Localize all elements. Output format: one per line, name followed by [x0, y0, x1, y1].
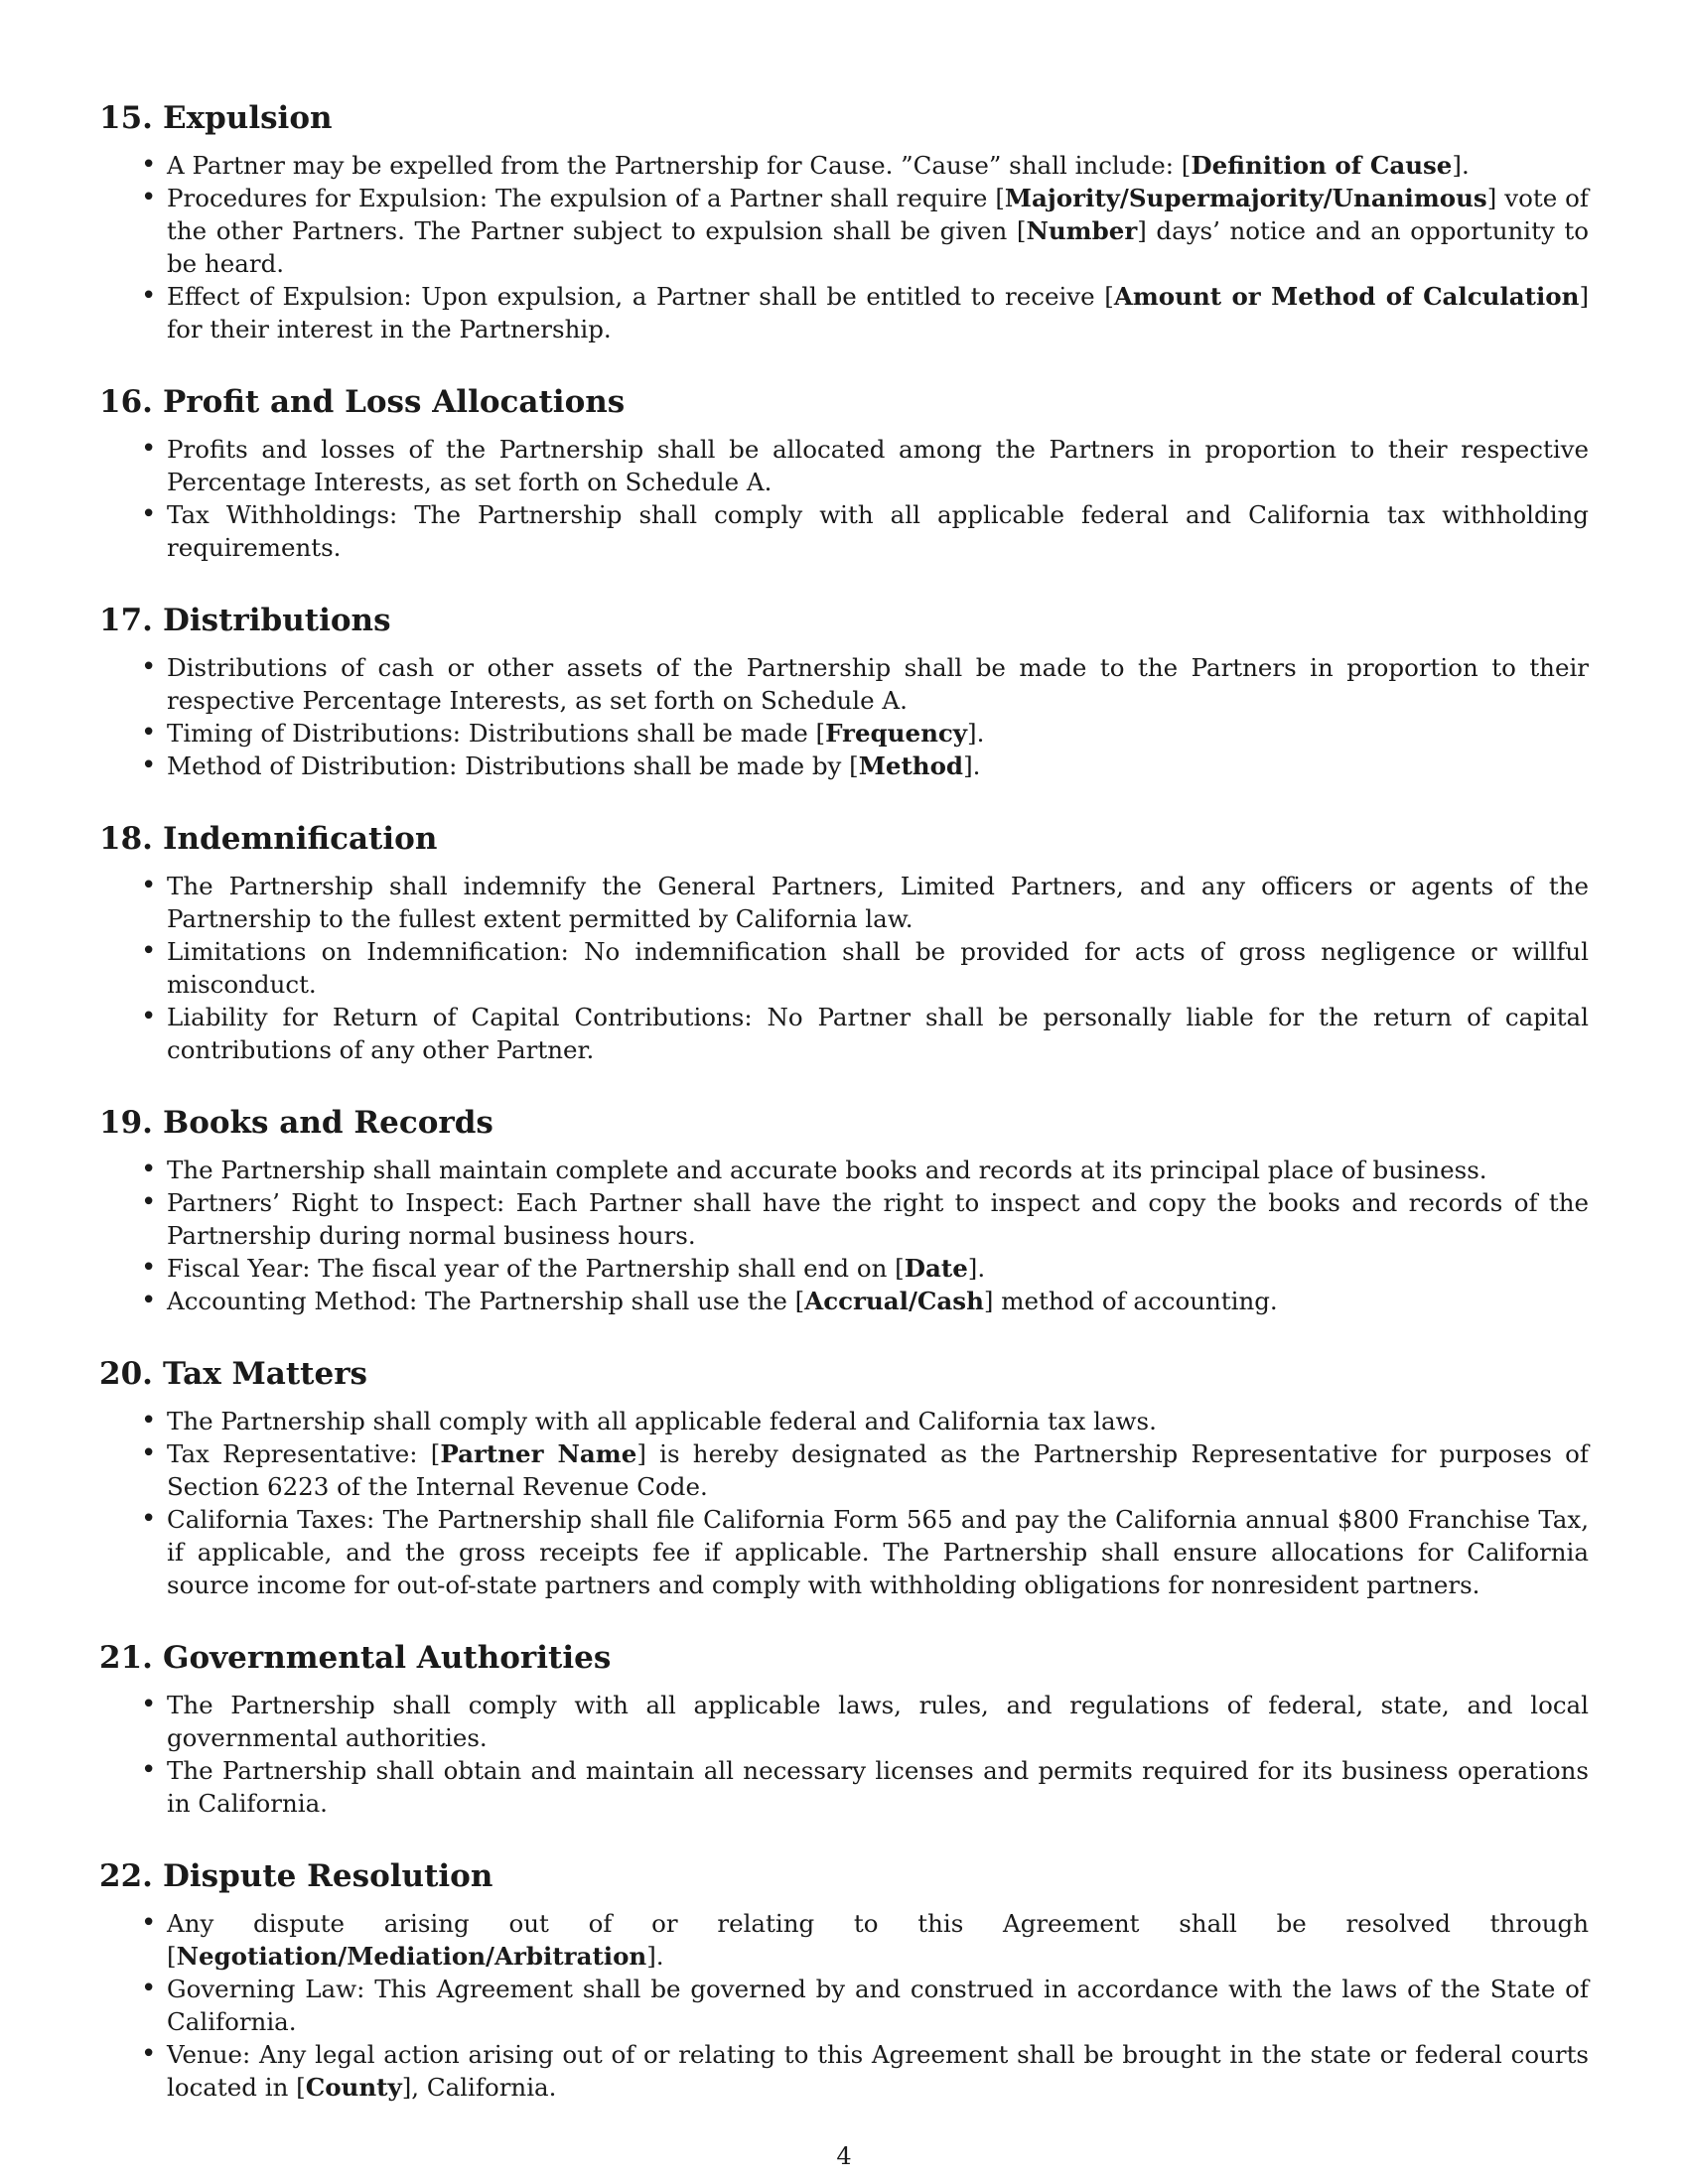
clause-text: ].	[1452, 151, 1470, 180]
document-page	[99, 99, 1589, 2141]
clause-text: Venue: Any legal action arising out of or relating to this Agreement shall be brought in the state or federal courts located in [	[167, 2040, 1589, 2102]
page-number: 4	[836, 2142, 852, 2170]
bullet-item	[167, 1503, 1589, 1601]
bullet-item	[167, 1689, 1589, 1754]
sections-container	[99, 99, 1589, 2104]
section-number: 19.	[99, 1105, 153, 1141]
clause-text: ], California.	[401, 2073, 557, 2102]
section-heading	[99, 602, 1589, 639]
bullet-list	[99, 149, 1589, 345]
section-title: Expulsion	[163, 100, 333, 136]
clause-text: Limitations on Indemnification: No indemnification shall be provided for acts of gross negligence or willful misconduct.	[167, 937, 1589, 999]
placeholder-field: Method	[858, 751, 964, 780]
clause-text: Liability for Return of Capital Contributions: No Partner shall be personally liable for the return of capital contributions of any other Partner.	[167, 1003, 1589, 1064]
section-number: 22.	[99, 1858, 153, 1894]
bullet-item	[167, 1001, 1589, 1066]
clause-text: ].	[967, 719, 985, 748]
placeholder-field: County	[305, 2073, 402, 2102]
section-heading	[99, 1639, 1589, 1677]
clause-text: ].	[646, 1942, 664, 1971]
placeholder-field: Partner Name	[440, 1439, 637, 1468]
section-heading	[99, 820, 1589, 858]
bullet-item	[167, 433, 1589, 498]
bullet-item	[167, 2038, 1589, 2104]
section-heading	[99, 99, 1589, 137]
bullet-item	[167, 498, 1589, 564]
bullet-list	[99, 433, 1589, 564]
clause-text: Timing of Distributions: Distributions shall be made [	[167, 719, 826, 748]
section-number: 20.	[99, 1356, 153, 1392]
section-17	[99, 602, 1589, 782]
bullet-item	[167, 1186, 1589, 1252]
clause-text: Profits and losses of the Partnership shall be allocated among the Partners in proportion to their respective Percentage Interests, as set forth on Schedule A.	[167, 435, 1589, 496]
bullet-item	[167, 1754, 1589, 1820]
section-22	[99, 1857, 1589, 2104]
section-20	[99, 1355, 1589, 1601]
clause-text: Method of Distribution: Distributions shall be made by [	[167, 751, 859, 780]
clause-text: The Partnership shall obtain and maintain all necessary licenses and permits required for its business operations in California.	[167, 1756, 1589, 1818]
clause-text: California Taxes: The Partnership shall file California Form 565 and pay the California annual $800 Franchise Tax, if applicable, and the gross receipts fee if applicable. The Partnership shall ensure allocations for California source income for out-of-state partners and comply with withholding obligations for nonresident partners.	[167, 1505, 1589, 1599]
bullet-item	[167, 1154, 1589, 1186]
bullet-item	[167, 1973, 1589, 2038]
placeholder-field: Date	[904, 1254, 968, 1283]
bullet-list	[99, 870, 1589, 1066]
clause-text: Distributions of cash or other assets of the Partnership shall be made to the Partners in proportion to their respective Percentage Interests, as set forth on Schedule A.	[167, 653, 1589, 715]
bullet-item	[167, 1285, 1589, 1317]
clause-text: A Partner may be expelled from the Partnership for Cause. ”Cause” shall include: [	[167, 151, 1192, 180]
section-title: Indemnification	[163, 821, 438, 857]
clause-text: The Partnership shall comply with all applicable laws, rules, and regulations of federal, state, and local governmental authorities.	[167, 1691, 1589, 1752]
section-15	[99, 99, 1589, 345]
placeholder-field: Majority/Supermajority/Unanimous	[1004, 184, 1487, 212]
section-heading	[99, 1104, 1589, 1142]
section-number: 21.	[99, 1640, 153, 1676]
bullet-item	[167, 651, 1589, 717]
section-title: Governmental Authorities	[163, 1640, 612, 1676]
bullet-item	[167, 149, 1589, 182]
section-heading	[99, 1857, 1589, 1895]
section-19	[99, 1104, 1589, 1317]
clause-text: ] for their interest in the Partnership.	[167, 282, 1589, 343]
placeholder-field: Amount or Method of Calculation	[1113, 282, 1580, 311]
bullet-list	[99, 1689, 1589, 1820]
bullet-item	[167, 1252, 1589, 1285]
clause-text: Accounting Method: The Partnership shall use the [	[167, 1287, 805, 1315]
section-title: Distributions	[163, 603, 391, 638]
section-number: 15.	[99, 100, 153, 136]
placeholder-field: Frequency	[825, 719, 968, 748]
clause-text: Any dispute arising out of or relating to this Agreement shall be resolved through [	[167, 1909, 1589, 1971]
section-title: Profit and Loss Allocations	[163, 384, 626, 420]
bullet-list	[99, 1907, 1589, 2104]
clause-text: ] days’ notice and an opportunity to be heard.	[167, 216, 1589, 278]
bullet-item	[167, 935, 1589, 1001]
clause-text: ] vote of the other Partners. The Partner subject to expulsion shall be given [	[167, 184, 1589, 245]
placeholder-field: Definition of Cause	[1191, 151, 1453, 180]
clause-text: The Partnership shall comply with all applicable federal and California tax laws.	[167, 1407, 1157, 1435]
bullet-item	[167, 1405, 1589, 1437]
clause-text: ] is hereby designated as the Partnership Representative for purposes of Section 6223 of the Internal Revenue Code.	[167, 1439, 1589, 1501]
clause-text: Governing Law: This Agreement shall be governed by and construed in accordance with the laws of the State of California.	[167, 1975, 1589, 2036]
section-18	[99, 820, 1589, 1066]
clause-text: Procedures for Expulsion: The expulsion of a Partner shall require [	[167, 184, 1005, 212]
section-heading	[99, 1355, 1589, 1393]
bullet-item	[167, 1437, 1589, 1503]
clause-text: The Partnership shall maintain complete and accurate books and records at its principal place of business.	[167, 1156, 1487, 1184]
bullet-list	[99, 1154, 1589, 1317]
bullet-item	[167, 750, 1589, 782]
placeholder-field: Negotiation/Mediation/Arbitration	[176, 1942, 647, 1971]
bullet-list	[99, 1405, 1589, 1601]
placeholder-field: Number	[1026, 216, 1138, 245]
section-title: Tax Matters	[163, 1356, 368, 1392]
bullet-item	[167, 280, 1589, 345]
section-title: Books and Records	[163, 1105, 493, 1141]
section-title: Dispute Resolution	[163, 1858, 493, 1894]
placeholder-field: Accrual/Cash	[804, 1287, 984, 1315]
clause-text: ].	[967, 1254, 986, 1283]
clause-text: ].	[963, 751, 981, 780]
section-number: 16.	[99, 384, 153, 420]
section-21	[99, 1639, 1589, 1820]
clause-text: Effect of Expulsion: Upon expulsion, a Partner shall be entitled to receive [	[167, 282, 1114, 311]
clause-text: ] method of accounting.	[983, 1287, 1278, 1315]
section-number: 17.	[99, 603, 153, 638]
bullet-item	[167, 870, 1589, 935]
clause-text: Partners’ Right to Inspect: Each Partner shall have the right to inspect and copy the books and records of the Partnership during normal business hours.	[167, 1188, 1589, 1250]
bullet-item	[167, 182, 1589, 280]
clause-text: The Partnership shall indemnify the General Partners, Limited Partners, and any officers or agents of the Partnership to the fullest extent permitted by California law.	[167, 872, 1589, 933]
section-16	[99, 383, 1589, 564]
clause-text: Tax Withholdings: The Partnership shall comply with all applicable federal and California tax withholding requirements.	[167, 500, 1589, 562]
clause-text: Tax Representative: [	[167, 1439, 441, 1468]
bullet-item	[167, 717, 1589, 750]
section-heading	[99, 383, 1589, 421]
section-number: 18.	[99, 821, 153, 857]
clause-text: Fiscal Year: The fiscal year of the Partnership shall end on [	[167, 1254, 905, 1283]
bullet-item	[167, 1907, 1589, 1973]
bullet-list	[99, 651, 1589, 782]
